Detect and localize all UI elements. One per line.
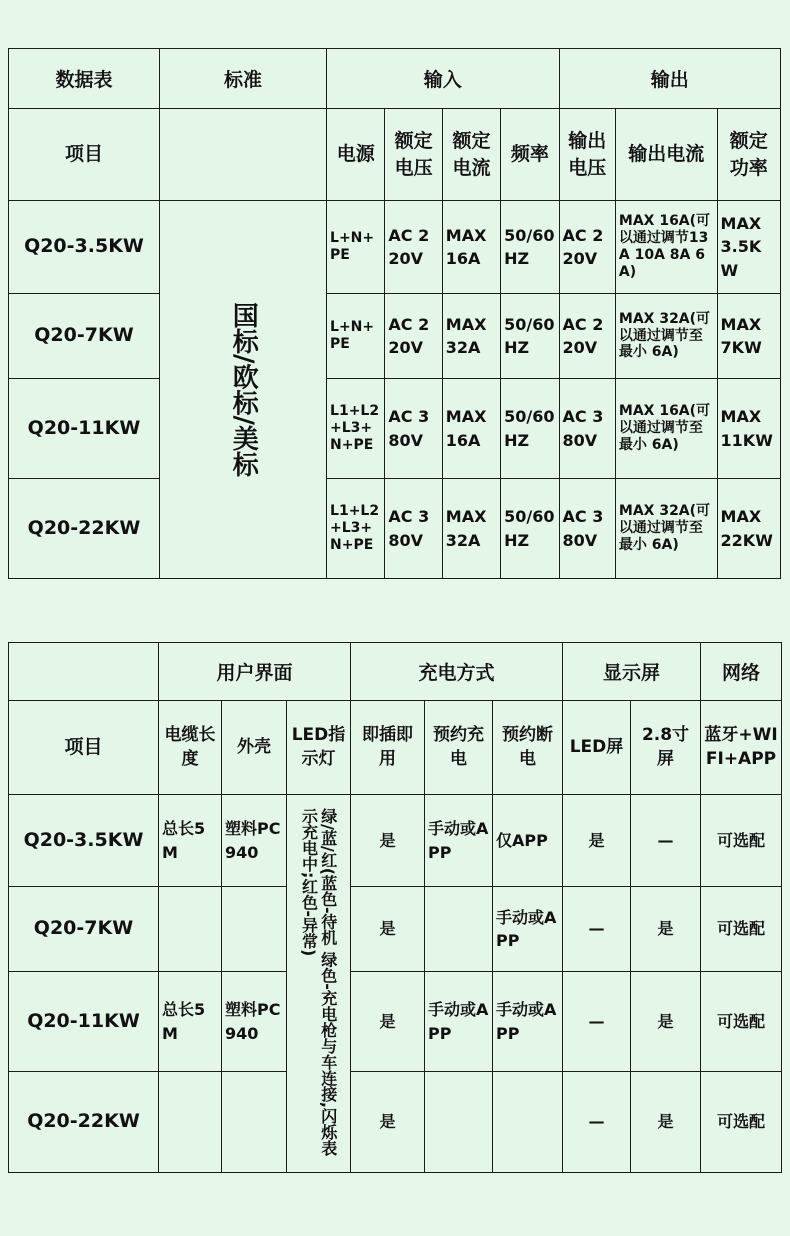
row-cable [159,887,222,972]
standard-cell [159,201,326,579]
row-rated-power: MAX 3.5KW [717,201,780,294]
row-shell: 塑料PC940 [222,972,287,1072]
row-cable: 总长5M [159,972,222,1072]
row-freq: 50/60 HZ [501,479,559,579]
row-out-voltage: AC 220V [559,294,615,379]
row-voltage: AC 380V [385,379,442,479]
row-rated-power: MAX 7KW [717,294,780,379]
row-out-current: MAX 32A(可以通过调节至最小 6A) [615,294,717,379]
subheader-item: 项目 [9,701,159,795]
row-plug: 是 [351,887,425,972]
row-power: L1+L2+L3+N+PE [327,479,385,579]
row-led-screen: 是 [563,795,631,887]
subheader-shell: 外壳 [222,701,287,795]
subheader-power-source: 电源 [327,109,385,201]
table-row [9,479,781,579]
row-power: L1+L2+L3+N+PE [327,379,385,479]
row-item: Q20-22KW [9,1072,159,1173]
table-row [9,294,781,379]
row-led-screen: — [563,1072,631,1173]
row-sched-stop: 手动或APP [493,887,563,972]
subheader-frequency: 频率 [501,109,559,201]
led-indicator-cell [287,795,351,1173]
header-network: 网络 [701,643,782,701]
row-shell [222,887,287,972]
spec-table-interface [8,642,782,1173]
row-shell [222,1072,287,1173]
row-freq: 50/60 HZ [501,294,559,379]
row-item: Q20-3.5KW [9,201,160,294]
row-rated-power: MAX 22KW [717,479,780,579]
row-out-current: MAX 16A(可以通过调节至最小 6A) [615,379,717,479]
subheader-blank [159,109,326,201]
row-item: Q20-7KW [9,294,160,379]
row-freq: 50/60 HZ [501,201,559,294]
row-current: MAX 32A [442,479,500,579]
row-led-screen: — [563,887,631,972]
subheader-output-current: 输出电流 [615,109,717,201]
row-out-current: MAX 32A(可以通过调节至最小 6A) [615,479,717,579]
subheader-rated-voltage: 额定电压 [385,109,442,201]
row-item: Q20-22KW [9,479,160,579]
row-screen: 是 [631,972,701,1072]
header-display: 显示屏 [563,643,701,701]
row-network: 可选配 [701,1072,782,1173]
row-sched-stop: 手动或APP [493,972,563,1072]
row-shell: 塑料PC940 [222,795,287,887]
table-row [9,1072,782,1173]
row-out-current: MAX 16A(可以通过调节13A 10A 8A 6A) [615,201,717,294]
header-blank [9,643,159,701]
header-charging-mode: 充电方式 [351,643,563,701]
subheader-item: 项目 [9,109,160,201]
subheader-rated-power: 额定功率 [717,109,780,201]
row-current: MAX 16A [442,379,500,479]
header-datasheet: 数据表 [9,49,160,109]
row-sched-charge: 手动或APP [425,795,493,887]
row-item: Q20-3.5KW [9,795,159,887]
row-item: Q20-11KW [9,972,159,1072]
row-cable: 总长5M [159,795,222,887]
row-plug: 是 [351,972,425,1072]
header-user-interface: 用户界面 [159,643,351,701]
row-out-voltage: AC 220V [559,201,615,294]
row-sched-charge: 手动或APP [425,972,493,1072]
row-sched-charge [425,1072,493,1173]
header-input: 输入 [327,49,560,109]
subheader-output-voltage: 输出电压 [559,109,615,201]
row-network: 可选配 [701,795,782,887]
table-row [9,887,782,972]
row-out-voltage: AC 380V [559,479,615,579]
row-freq: 50/60 HZ [501,379,559,479]
row-voltage: AC 380V [385,479,442,579]
row-network: 可选配 [701,887,782,972]
subheader-led-screen: LED屏 [563,701,631,795]
row-sched-stop [493,1072,563,1173]
row-item: Q20-7KW [9,887,159,972]
row-led-screen: — [563,972,631,1072]
row-sched-charge [425,887,493,972]
row-plug: 是 [351,1072,425,1173]
row-power: L+N+PE [327,201,385,294]
row-screen: 是 [631,887,701,972]
row-screen: — [631,795,701,887]
row-voltage: AC 220V [385,201,442,294]
subheader-scheduled-stop: 预约断电 [493,701,563,795]
subheader-cable-length: 电缆长度 [159,701,222,795]
subheader-screen-28: 2.8寸屏 [631,701,701,795]
table-row [9,795,782,887]
row-current: MAX 32A [442,294,500,379]
row-sched-stop: 仅APP [493,795,563,887]
row-item: Q20-11KW [9,379,160,479]
table-row [9,379,781,479]
spec-table-input-output [8,48,781,579]
row-network: 可选配 [701,972,782,1072]
standard-value: 国标/欧标/美标 [228,302,259,477]
subheader-rated-current: 额定电流 [442,109,500,201]
subheader-led-indicator: LED指示灯 [287,701,351,795]
row-current: MAX 16A [442,201,500,294]
subheader-network-types: 蓝牙+WIFI+APP [701,701,782,795]
header-output: 输出 [559,49,780,109]
row-power: L+N+PE [327,294,385,379]
row-plug: 是 [351,795,425,887]
row-out-voltage: AC 380V [559,379,615,479]
row-rated-power: MAX 11KW [717,379,780,479]
row-voltage: AC 220V [385,294,442,379]
row-cable [159,1072,222,1173]
subheader-plug-and-play: 即插即用 [351,701,425,795]
table-row [9,972,782,1072]
subheader-scheduled-charge: 预约充电 [425,701,493,795]
header-standard: 标准 [159,49,326,109]
row-screen: 是 [631,1072,701,1173]
table-row [9,201,781,294]
led-description: 绿/蓝/红(蓝色-待机 绿色-充电枪与车连接,闪烁表示充电中;红色-异常) [299,807,338,1156]
